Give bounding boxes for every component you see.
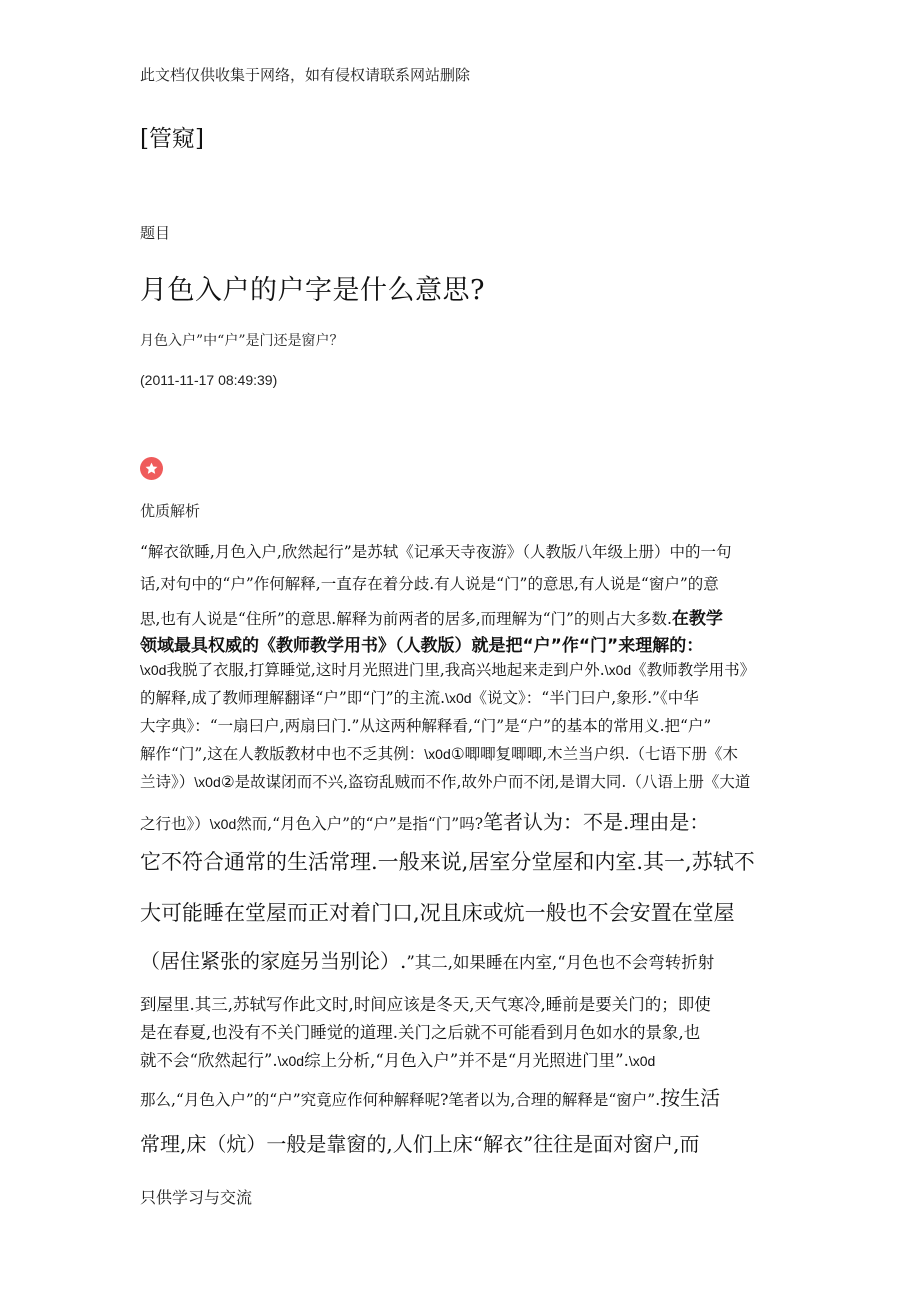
question-subtitle: 月色入户”中“户”是门还是窗户？ (140, 333, 344, 349)
star-icon (140, 457, 163, 480)
text-run: ②是故谋闭而不兴,盗窃乱贼而不作,故外户而不闭,是谓大同.（八语上册《大道 (220, 773, 751, 791)
text-run: 思,也有人说是“住所”的意思.解释为前两者的居多,而理解为“门”的则占大多数. (140, 610, 672, 628)
body-line (140, 1128, 700, 1157)
escape-run: \x0d (277, 1053, 305, 1069)
star-glyph (144, 461, 159, 476)
bold-run: 在教学 (671, 609, 723, 629)
large-run: 大可能睡在堂屋而正对着门口,况且床或炕一般也不会安置在堂屋 (140, 901, 735, 925)
text-run: ①唧唧复唧唧,木兰当户织.（七语下册《木 (450, 745, 739, 763)
escape-run: \x0d (209, 816, 237, 832)
large-run: （居住紧张的家庭另当别论）. (140, 949, 407, 973)
body-line (140, 572, 719, 594)
text-run: 话,对句中的“户”作何解释,一直存在着分歧.有人说是“门”的意思,有人说是“窗户”的意 (140, 575, 719, 593)
text-run: ”其二,如果睡在内室,“月色也不会弯转折射 (406, 953, 715, 972)
text-run: 《说文》：“半门曰户,象形.”《中华 (471, 689, 699, 707)
header-note: 此文档仅供收集于网络，如有侵权请联系网站删除 (140, 66, 471, 84)
footer-note: 只供学习与交流 (140, 1188, 253, 1207)
topic-label: 题目 (140, 224, 171, 242)
bracket-title: [管窥] (140, 126, 204, 152)
text-run: 是在春夏,也没有不关门睡觉的道理.关门之后就不可能看到月色如水的景象,也 (140, 1023, 701, 1042)
large-run: 常理,床（炕）一般是靠窗的,人们上床“解衣”往往是面对窗户,而 (140, 1132, 700, 1156)
body-line (140, 846, 755, 876)
text-run: 的解释,成了教师理解翻译“户”即“门”的主流. (140, 689, 446, 707)
escape-run: \x0d (445, 690, 472, 706)
body-line (140, 945, 714, 974)
body-line (140, 1047, 655, 1071)
body-line (140, 991, 711, 1015)
page-title: 月色入户的户字是什么意思? (140, 275, 485, 306)
large-run: 它不符合通常的生活常理.一般来说,居室分堂屋和内室.其一,苏轼不 (140, 850, 755, 874)
body-line (140, 897, 735, 927)
escape-run: \x0d (628, 1053, 656, 1069)
quality-analysis-label: 优质解析 (140, 502, 201, 520)
body-line (140, 742, 738, 764)
body-line (140, 631, 703, 656)
escape-run: \x0d (140, 662, 167, 678)
body-line (140, 1082, 720, 1111)
escape-run: \x0d (194, 774, 221, 790)
text-run: 解作“门”,这在人教版教材中也不乏其例： (140, 745, 425, 763)
bold-run: 领域最具权威的《教师教学用书》（人教版）就是把“户”作“门”来理解的： (140, 636, 704, 656)
body-line (140, 770, 750, 792)
body-line (140, 714, 711, 736)
text-run: 兰诗》） (140, 773, 195, 791)
text-run: 那么,“月色入户”的“户”究竟应作何种解释呢?笔者以为,合理的解释是“窗户”. (140, 1091, 661, 1109)
text-run: 就不会“欣然起行”. (140, 1051, 278, 1070)
large-run: 笔者认为：不是.理由是： (483, 810, 710, 834)
text-run: 到屋里.其三,苏轼写作此文时,时间应该是冬天,天气寒冷,睡前是要关门的；即使 (140, 995, 711, 1014)
body-line (140, 604, 723, 629)
text-run: 综上分析,“月色入户”并不是“月光照进门里”. (304, 1051, 629, 1070)
body-line (140, 686, 699, 708)
text-run: 《教师教学用书》 (631, 661, 756, 679)
body-line (140, 806, 709, 835)
timestamp: (2011-11-17 08:49:39) (140, 372, 278, 388)
text-run: 之行也》） (140, 815, 210, 833)
text-run: 我脱了衣服,打算睡觉,这时月光照进门里,我高兴地起来走到户外. (166, 661, 605, 679)
body-line (140, 658, 755, 680)
text-run: “解衣欲睡,月色入户,欣然起行”是苏轼《记承天寺夜游》（人教版八年级上册）中的一句 (140, 543, 732, 561)
text-run: 然而,“月色入户”的“户”是指“门”吗? (236, 815, 484, 833)
large-run: 按生活 (660, 1086, 721, 1110)
body-line (140, 540, 731, 562)
body-line (140, 1019, 700, 1043)
text-run: 大字典》：“一扇曰户,两扇曰门.”从这两种解释看,“门”是“户”的基本的常用义.把“户” (140, 717, 712, 735)
escape-run: \x0d (424, 746, 451, 762)
escape-run: \x0d (604, 662, 632, 678)
